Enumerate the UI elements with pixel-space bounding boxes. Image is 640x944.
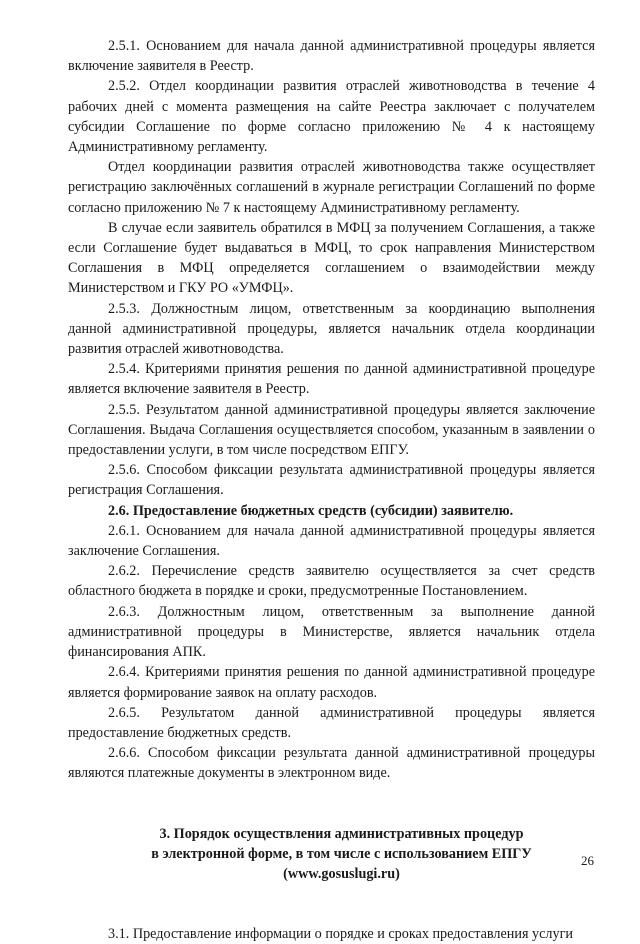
section-title-line: 3. Порядок осуществления административных процедур (159, 825, 524, 842)
paragraph: 2.5.1. Основанием для начала данной административной процедуры является включение заявителя в Реестр. (68, 38, 595, 75)
section-title (68, 824, 595, 885)
paragraph: 2.6.4. Критериями принятия решения по данной административной процедуре является формирование заявок на оплату расходов. (68, 664, 595, 701)
spacer (68, 904, 595, 924)
paragraphs-bottom (68, 924, 595, 944)
document-body (68, 36, 595, 944)
paragraph: Отдел координации развития отраслей животноводства также осуществляет регистрацию заключённых соглашений в журнале регистрации Соглашений по форме согласно приложению № 7 к настоящему Административному регламенту. (68, 159, 595, 216)
paragraph: 2.6.1. Основанием для начала данной административной процедуры является заключение Соглашения. (68, 522, 595, 560)
paragraph: 2.5.5. Результатом данной административной процедуры является заключение Соглашения. Выдача Соглашения осуществляется способом, указанным в заявлении о предоставлении услуги, в том числе посредством ЕПГУ. (68, 401, 595, 459)
paragraph: 2.6.6. Способом фиксации результата данной административной процедуры являются платежные документы в электронном виде. (68, 745, 595, 782)
paragraph: 2.6.2. Перечисление средств заявителю осуществляется за счет средств областного бюджета в порядке и сроки, предусмотренные Постановлением. (68, 563, 595, 600)
paragraph: 2.6.3. Должностным лицом, ответственным за выполнение данной административной процедуры в Министерстве, является начальник отдела финансирования АПК. (68, 603, 595, 661)
section-title-line: в электронной форме, в том числе с использованием ЕПГУ (151, 845, 532, 862)
paragraph: 2.6.5. Результатом данной административной процедуры является предоставление бюджетных средств. (68, 704, 595, 741)
page-number: 26 (581, 853, 594, 868)
paragraph: 3.1. Предоставление информации о порядке и сроках предоставления услуги (108, 926, 574, 943)
spacer (68, 784, 595, 804)
paragraph: В случае если заявитель обратился в МФЦ за получением Соглашения, а также если Соглашение будет выдаваться в МФЦ, то срок направления Министерством Соглашения в МФЦ определяется соглашением о взаимодействии между Министерством и ГКУ РО «УМФЦ». (68, 219, 595, 297)
paragraphs-top (68, 36, 595, 784)
paragraph: 2.5.2. Отдел координации развития отраслей животноводства в течение 4 рабочих дней с момента размещения на сайте Реестра заключает с получателем субсидии Соглашение по форме согласно приложению № 4 к настоящему Административному регламенту. (68, 78, 595, 156)
paragraph: 2.5.4. Критериями принятия решения по данной административной процедуре является включение заявителя в Реестр. (68, 361, 595, 398)
paragraph: 2.5.3. Должностным лицом, ответственным за координацию выполнения данной административной процедуры, является начальник отдела координации развития отраслей животноводства. (68, 300, 595, 358)
section-heading: 2.6. Предоставление бюджетных средств (субсидии) заявителю. (108, 502, 514, 519)
spacer (68, 804, 595, 824)
paragraph: 2.5.6. Способом фиксации результата административной процедуры является регистрация Соглашения. (68, 462, 595, 499)
spacer (68, 884, 595, 904)
section-title-line: (www.gosuslugi.ru) (283, 865, 400, 882)
